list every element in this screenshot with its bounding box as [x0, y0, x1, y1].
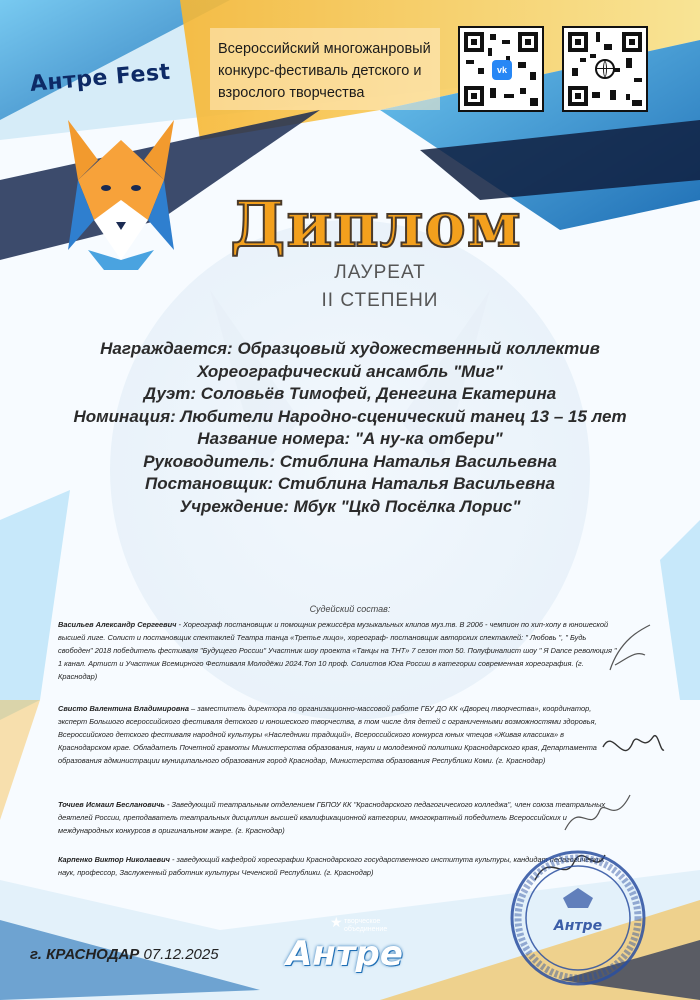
- award-line: Руководитель: Стиблина Наталья Васильевна: [143, 451, 557, 471]
- award-line: Номинация: Любители Народно-сценический танец 13 – 15 лет: [73, 406, 627, 426]
- award-line: Хореографический ансамбль "Миг": [197, 361, 503, 381]
- award-line: Дуэт: Соловьёв Тимофей, Денегина Екатерина: [143, 384, 557, 403]
- judge-entry: [58, 618, 618, 683]
- fox-mascot-image: [58, 100, 184, 270]
- star-icon: ★: [330, 914, 343, 930]
- jury-heading: Судейский состав:: [309, 604, 391, 614]
- header-line: Всероссийский многожанровый: [218, 41, 431, 57]
- qr-code-website[interactable]: [562, 26, 648, 112]
- signature-3: [560, 790, 640, 840]
- city: г. КРАСНОДАР: [30, 946, 140, 963]
- festival-description: [218, 38, 458, 104]
- award-line: Учреждение: Мбук "Цкд Посёлка Лорис": [179, 496, 521, 516]
- award-line: Постановщик: Стиблина Наталья Васильевна: [145, 474, 555, 493]
- antre-logo: [282, 912, 412, 982]
- brand-logo-text: Антре Fest: [28, 59, 172, 97]
- judge-bio: - Заведующий театральным отделением ГБПОУ КК "Краснодарского педагогического колледжа", член союза театральных деятелей России, преподаватель театральных дисциплин высшей квалификационной категории, многократный победитель Всероссийских и международных конкурсов в оригинальном жанре. (г. Краснодар): [58, 800, 606, 835]
- official-stamp: [508, 848, 648, 988]
- judge-name: Свисто Валентина Владимировна: [58, 704, 189, 713]
- award-line: Награждается: Образцовый художественный коллектив: [100, 339, 600, 358]
- stamp-seal: [508, 848, 648, 988]
- judge-name: Карпенко Виктор Николаевич: [58, 855, 170, 864]
- logo-word: Антре: [286, 934, 403, 974]
- degree-label: II СТЕПЕНИ: [321, 290, 439, 311]
- header-line: конкурс-фестиваль детского и: [218, 63, 422, 79]
- place-and-date: [30, 946, 219, 963]
- judge-bio: - Хореограф постановщик и помощник режиссёра музыкальных клипов муз.тв. В 2006 - чемпион по хип-хопу в юношеской высшей лиге. Солист и постановщик спектаклей Театра танца «Третье лицо», хореограф- постановщик авторских спектаклей: " Любовь ", " Будь свободен" 2018 победитель фестиваля "Будущего России" Участник шоу проекта «Танцы на ТНТ» 7 сезон топ 50. Полуфиналист шоу " Я Dance революция " 1 канал. Артист и Участник Всемирного Фестиваля Молодёжи 2024.Топ 10 проф. Солистов Юга России в категории современная хореография. (г. Краснодар): [58, 620, 617, 681]
- signature-1: [600, 620, 660, 680]
- award-line: Название номера: "А ну-ка отбери": [197, 429, 503, 448]
- judge-name: Васильев Александр Сергеевич: [58, 620, 177, 629]
- judge-name: Точиев Исмаил Беслановичь: [58, 800, 165, 809]
- award-details: [40, 338, 660, 518]
- globe-icon: [595, 59, 615, 79]
- header-line: взрослого творчества: [218, 85, 365, 101]
- laureate-label: ЛАУРЕАТ: [334, 262, 426, 283]
- qr-code-vk[interactable]: [458, 26, 544, 112]
- judge-entry: [58, 798, 618, 837]
- logo-caption: творческое объединение: [344, 918, 388, 933]
- date: 07.12.2025: [143, 946, 219, 963]
- judge-bio: - заведующий кафедрой хореографии Краснодарского государственного института культуры, кандидат педагогических наук, профессор, Заслуженный работник культуры Чеченской Республики. (г. Краснодар): [58, 855, 605, 877]
- signature-2: [598, 722, 668, 772]
- judge-bio: – заместитель директора по организационно-массовой работе ГБУ ДО КК «Дворец творчества», координатор, эксперт Большого всероссийского фестиваля детского и юношеского творчества, в том числе для детей с ограниченными возможностями здоровья, Всероссийского детского фестиваля народной культуры «Наследники традиций», Всероссийского конкурса юных чтецов «Живая классика» в Краснодарском крае. Обладатель Почетной грамоты Министерства образования, науки и молодежной политики Краснодарского края, Департамента образования администрации муниципального образования город Краснодар, Министерства образования Республики Коми. (г. Краснодар): [58, 704, 597, 765]
- diploma-title: Диплом: [230, 188, 522, 261]
- stamp-text: Антре: [553, 918, 603, 934]
- judge-entry: [58, 702, 618, 767]
- vk-icon: vk: [492, 60, 512, 80]
